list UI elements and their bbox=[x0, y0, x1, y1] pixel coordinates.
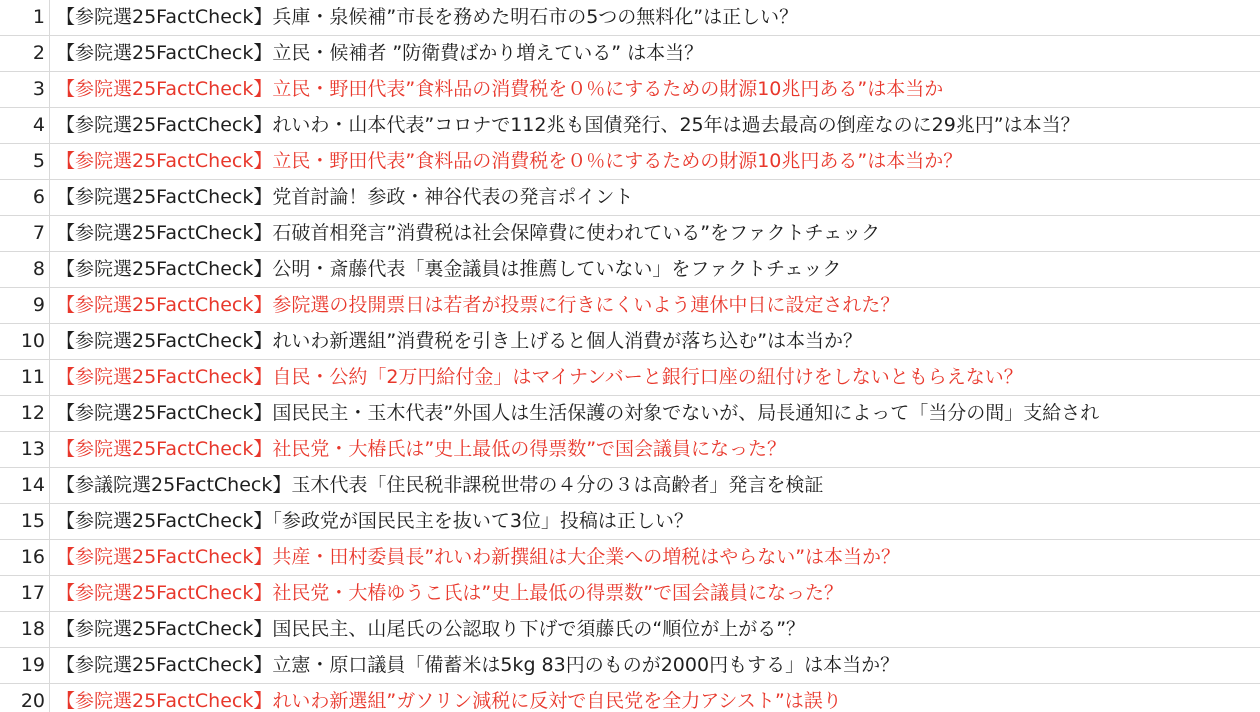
row-title-cell[interactable]: 【参院選25FactCheck】公明・斎藤代表「裏金議員は推薦していない」をファクトチェック bbox=[56, 258, 842, 280]
table-row[interactable] bbox=[0, 612, 1260, 648]
row-title-cell[interactable]: 【参院選25FactCheck】社民党・大椿ゆうこ氏は”史上最低の得票数”で国会議員になった？ bbox=[56, 582, 844, 604]
row-number[interactable]: 9 bbox=[0, 288, 50, 324]
table-row[interactable] bbox=[0, 144, 1260, 180]
row-title-cell[interactable]: 【参院選25FactCheck】立民・候補者 ”防衛費ばかり増えている” は本当？ bbox=[56, 42, 704, 64]
table-row[interactable] bbox=[0, 360, 1260, 396]
row-number[interactable]: 1 bbox=[0, 0, 50, 36]
row-title-cell[interactable]: 【参院選25FactCheck】国民民主、山尾氏の公認取り下げで須藤氏の“順位が上がる”？ bbox=[56, 618, 806, 640]
row-title-cell[interactable]: 【参院選25FactCheck】参院選の投開票日は若者が投票に行きにくいよう連休中日に設定された？ bbox=[56, 294, 900, 316]
table-row[interactable] bbox=[0, 252, 1260, 288]
row-title-cell[interactable]: 【参院選25FactCheck】立民・野田代表”食料品の消費税を０％にするための財源10兆円ある”は本当か bbox=[56, 78, 944, 100]
row-title-cell[interactable]: 【参院選25FactCheck】社民党・大椿氏は”史上最低の得票数”で国会議員になった？ bbox=[56, 438, 787, 460]
row-title-cell[interactable]: 【参院選25FactCheck】国民民主・玉木代表”外国人は生活保護の対象でないが、局長通知によって「当分の間」支給され bbox=[56, 402, 1100, 424]
row-number[interactable]: 5 bbox=[0, 144, 50, 180]
row-number[interactable]: 16 bbox=[0, 540, 50, 576]
row-title-cell[interactable]: 【参院選25FactCheck】立憲・原口議員「備蓄米は5kg 83円のものが2000円もする」は本当か？ bbox=[56, 654, 900, 676]
row-title-cell[interactable]: 【参院選25FactCheck】れいわ新選組”消費税を引き上げると個人消費が落ち込む”は本当か？ bbox=[56, 330, 863, 352]
table-row[interactable] bbox=[0, 396, 1260, 432]
row-title-cell[interactable]: 【参院選25FactCheck】自民・公約「2万円給付金」はマイナンバーと銀行口座の紐付けをしないともらえない？ bbox=[56, 366, 1023, 388]
row-number[interactable]: 8 bbox=[0, 252, 50, 288]
row-title-cell[interactable]: 【参院選25FactCheck】石破首相発言”消費税は社会保障費に使われている”をファクトチェック bbox=[56, 222, 881, 244]
row-number[interactable]: 10 bbox=[0, 324, 50, 360]
table-row[interactable] bbox=[0, 648, 1260, 684]
row-title-cell[interactable]: 【参院選25FactCheck】れいわ・山本代表”コロナで112兆も国債発行、25年は過去最高の倒産なのに29兆円”は本当？ bbox=[56, 114, 1080, 136]
row-number[interactable]: 13 bbox=[0, 432, 50, 468]
row-title-cell[interactable]: 【参院選25FactCheck】「参政党が国民民主を抜いて3位」投稿は正しい？ bbox=[56, 510, 693, 532]
table-row[interactable] bbox=[0, 540, 1260, 576]
table-row[interactable] bbox=[0, 36, 1260, 72]
table-row[interactable] bbox=[0, 504, 1260, 540]
table-row[interactable] bbox=[0, 684, 1260, 712]
table-row[interactable] bbox=[0, 324, 1260, 360]
row-title-cell[interactable]: 【参院選25FactCheck】兵庫・泉候補”市長を務めた明石市の5つの無料化”は正しい？ bbox=[56, 6, 799, 28]
row-number[interactable]: 18 bbox=[0, 612, 50, 648]
row-title-cell[interactable]: 【参院選25FactCheck】党首討論！参政・神谷代表の発言ポイント bbox=[56, 186, 634, 208]
row-number[interactable]: 12 bbox=[0, 396, 50, 432]
row-title-cell[interactable]: 【参院選25FactCheck】共産・田村委員長”れいわ新撰組は大企業への増税はやらない”は本当か？ bbox=[56, 546, 901, 568]
table-row[interactable] bbox=[0, 180, 1260, 216]
row-number[interactable]: 2 bbox=[0, 36, 50, 72]
row-number[interactable]: 17 bbox=[0, 576, 50, 612]
row-number[interactable]: 11 bbox=[0, 360, 50, 396]
table-row[interactable] bbox=[0, 576, 1260, 612]
row-number[interactable]: 15 bbox=[0, 504, 50, 540]
row-number[interactable]: 4 bbox=[0, 108, 50, 144]
table-row[interactable] bbox=[0, 288, 1260, 324]
row-number[interactable]: 14 bbox=[0, 468, 50, 504]
row-number[interactable]: 7 bbox=[0, 216, 50, 252]
table-row[interactable] bbox=[0, 0, 1260, 36]
row-title-cell[interactable]: 【参院選25FactCheck】立民・野田代表”食料品の消費税を０％にするための財源10兆円ある”は本当か？ bbox=[56, 150, 963, 172]
table-row[interactable] bbox=[0, 108, 1260, 144]
row-number[interactable]: 6 bbox=[0, 180, 50, 216]
table-row[interactable] bbox=[0, 216, 1260, 252]
table-row[interactable] bbox=[0, 432, 1260, 468]
table-row[interactable] bbox=[0, 72, 1260, 108]
row-number[interactable]: 3 bbox=[0, 72, 50, 108]
table-row[interactable] bbox=[0, 468, 1260, 504]
row-title-cell[interactable]: 【参院選25FactCheck】れいわ新選組”ガソリン減税に反対で自民党を全力アシスト”は誤り bbox=[56, 690, 842, 712]
row-number[interactable]: 20 bbox=[0, 684, 50, 712]
row-title-cell[interactable]: 【参議院選25FactCheck】玉木代表「住民税非課税世帯の４分の３は高齢者」発言を検証 bbox=[56, 474, 824, 496]
row-number[interactable]: 19 bbox=[0, 648, 50, 684]
